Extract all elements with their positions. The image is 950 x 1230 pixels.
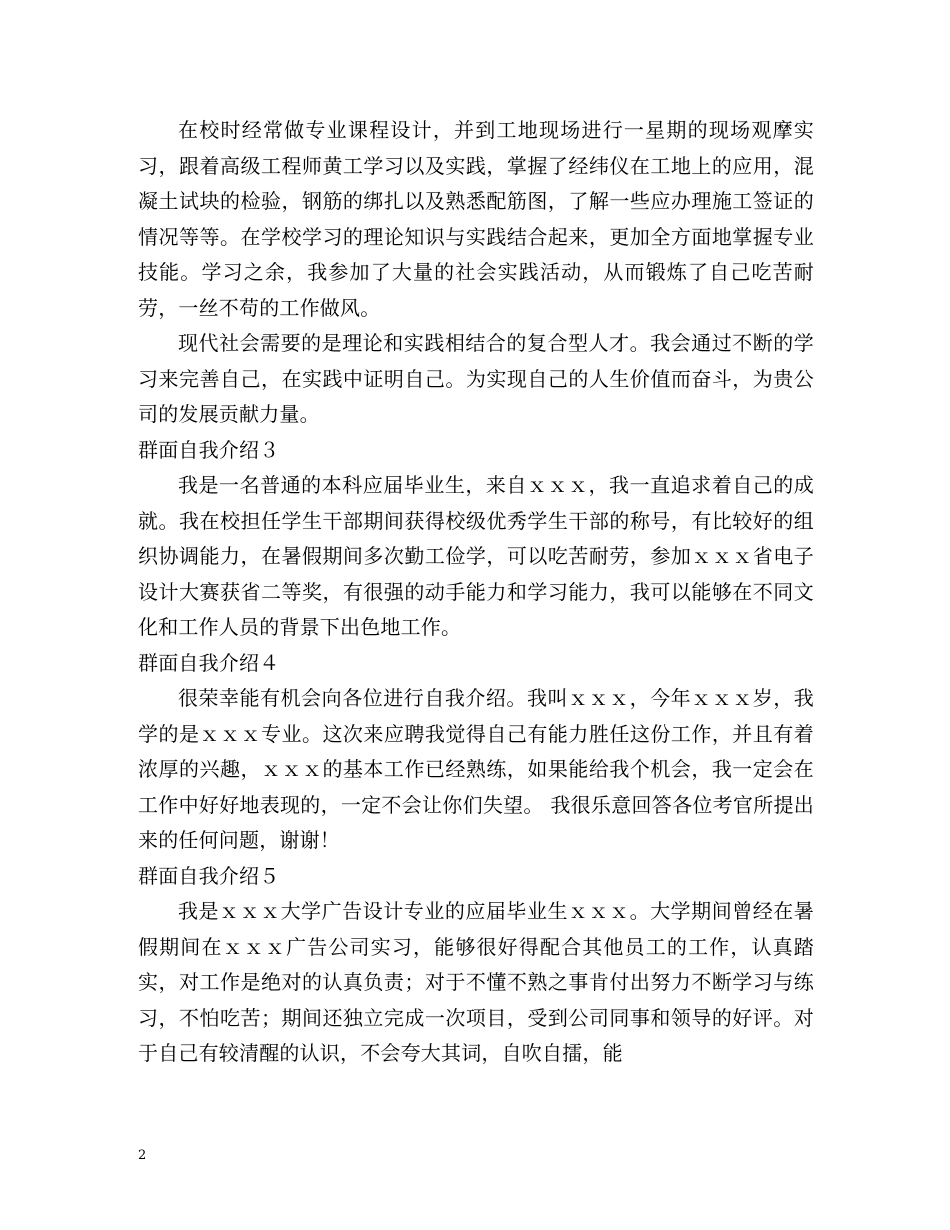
document-body: [138, 113, 814, 1072]
section-heading-intro-5: 群面自我介绍５: [138, 863, 280, 888]
paragraph-society-needs: 现代社会需要的是理论和实践相结合的复合型人才。我会通过不断的学习来完善自己，在实践中证明自己。为实现自己的人生价值而奋斗，为贵公司的发展贡献力量。: [138, 331, 814, 426]
paragraph-practice-experience: 在校时经常做专业课程设计，并到工地现场进行一星期的现场观摩实习，跟着高级工程师黄工学习以及实践，掌握了经纬仪在工地上的应用，混凝土试块的检验，钢筋的绑扎以及熟悉配筋图，了解一些应办理施工签证的情况等等。在学校学习的理论知识与实践结合起来，更加全方面地掌握专业技能。学习之余，我参加了大量的社会实践活动，从而锻炼了自己吃苦耐劳，一丝不苟的工作做风。: [138, 118, 814, 320]
section-heading-intro-4: 群面自我介绍４: [138, 650, 280, 675]
paragraph-intro-5: 我是ｘｘｘ大学广告设计专业的应届毕业生ｘｘｘ。大学期间曾经在暑假期间在ｘｘｘ广告公司实习，能够很好得配合其他员工的工作，认真踏实，对工作是绝对的认真负责；对于不懂不熟之事肯付出努力不断学习与练习，不怕吃苦；期间还独立完成一次项目，受到公司同事和领导的好评。对于自己有较清醒的认识，不会夸大其词，自吹自擂，能: [138, 899, 814, 1065]
paragraph-intro-3: 我是一名普通的本科应届毕业生，来自ｘｘｘ，我一直追求着自己的成就。我在校担任学生干部期间获得校级优秀学生干部的称号，有比较好的组织协调能力，在暑假期间多次勤工俭学，可以吃苦耐劳，参加ｘｘｘ省电子设计大赛获省二等奖，有很强的动手能力和学习能力，我可以能够在不同文化和工作人员的背景下出色地工作。: [138, 473, 814, 639]
section-heading-intro-3: 群面自我介绍３: [138, 437, 280, 462]
paragraph-intro-4: 很荣幸能有机会向各位进行自我介绍。我叫ｘｘｘ，今年ｘｘｘ岁，我学的是ｘｘｘ专业。这次来应聘我觉得自己有能力胜任这份工作，并且有着浓厚的兴趣，ｘｘｘ的基本工作已经熟练，如果能给我个机会，我一定会在工作中好好地表现的，一定不会让你们失望。 我很乐意回答各位考官所提出来的任何问题，谢谢！: [138, 686, 814, 852]
page-number: 2: [138, 1148, 147, 1163]
